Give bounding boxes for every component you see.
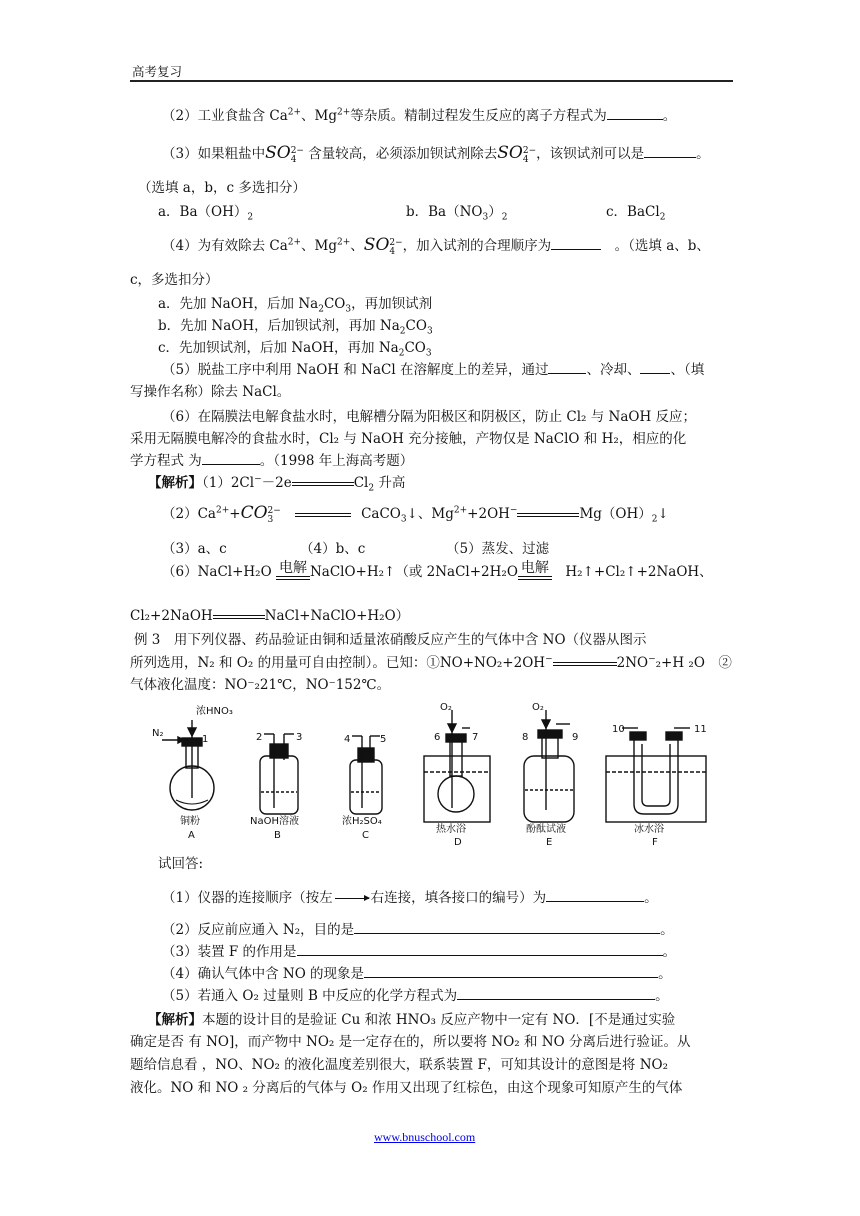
sub-question-5: （5）若通入 O₂ 过量则 B 中反应的化学方程式为 。 <box>162 988 669 1004</box>
analysis-2-line2: 确定是否 有 NO]，而产物中 NO₂ 是一定存在的，所以要将 NO₂ 和 NO 分离后进行验证。从 <box>130 1034 691 1050</box>
page-header: 高考复习 <box>132 64 183 79</box>
header-rule <box>130 80 733 82</box>
analysis-1-answer-6: （6）NaCl+H₂O 电解 NaClO+H₂↑（或 2NaCl+2H₂O 电解 H₂↑+Cl₂↑+2NaOH、 <box>162 560 713 580</box>
option-3a: a．$Ba(OH)_2$ <box>158 204 254 223</box>
question-3-hint: （选填 a，b，c 多选扣分） <box>138 180 306 196</box>
apparatus-b-bottle <box>260 734 298 814</box>
sub-question-1: （1）仪器的连接顺序（按左 右连接，填各接口的编号）为 。 <box>162 890 658 906</box>
svg-text:E: E <box>546 837 553 848</box>
svg-text:7: 7 <box>472 732 479 743</box>
svg-text:8: 8 <box>522 732 529 743</box>
question-6-line1: （6）在隔膜法电解食盐水时，电解槽分隔为阳极区和阴极区，防止 Cl₂ 与 NaOH 反应； <box>162 409 697 425</box>
svg-text:O₂: O₂ <box>440 702 452 713</box>
svg-text:C: C <box>362 830 369 841</box>
svg-text:D: D <box>454 837 462 848</box>
analysis-2-line1: 【解析】本题的设计目的是验证 Cu 和浓 HNO₃ 反应产物中一定有 NO．[不是通过实验 <box>148 1012 676 1028</box>
svg-text:冰水浴: 冰水浴 <box>634 824 664 835</box>
sub-question-4: （4）确认气体中含 NO 的现象是 。 <box>162 966 672 982</box>
question-4: （4）为有效除去 $Ca^{2+}$、$Mg^{2+}$、SO 2− 4 ，加入试剂的合理顺序为 。（选填 a、b、 <box>162 235 710 257</box>
analysis-1-line2: $(2)Ca^{2+}+CO$ 2− 3 CaCO$_3$↓、$Mg^{2+}+2OH^-$ $Mg(OH)_2↓$ <box>162 503 669 525</box>
questions-intro: 试回答: <box>158 856 204 872</box>
analysis-2-line4: 液化。NO 和 NO ₂ 分离后的气体与 O₂ 作用又出现了红棕色，由这个现象可知原产生的气体 <box>130 1080 683 1096</box>
question-5-line2: 写操作名称）除去 NaCl。 <box>130 384 291 400</box>
example-3-line1: 例 3 用下列仪器、药品验证由铜和适量浓硝酸反应产生的气体中含 NO（仪器从图示 <box>134 632 647 648</box>
option-3c: c．BaCl$_2$ <box>606 204 666 223</box>
question-3: （3）如果粗盐中SO 2− 4 含量较高，必须添加钡试剂除去SO 2− 4 ，该钡试剂可以是 。 <box>162 143 710 165</box>
svg-text:5: 5 <box>380 734 387 745</box>
apparatus-d-hot-bath <box>424 710 490 822</box>
sub-question-3: （3）装置 F 的作用是 。 <box>162 944 677 960</box>
svg-text:10: 10 <box>612 724 625 735</box>
question-5: （5）脱盐工序中利用 NaOH 和 NaCl 在溶解度上的差异，通过 、冷却、 、（填 <box>162 362 705 378</box>
question-6-line3: 学方程式 为 。（1998 年上海高考题） <box>130 453 414 469</box>
svg-text:O₂: O₂ <box>532 702 544 713</box>
svg-text:浓H₂SO₄: 浓H₂SO₄ <box>342 816 382 827</box>
example-3-line3: 气体液化温度：NO⁻₂21℃，NO⁻152℃。 <box>130 677 391 693</box>
svg-text:3: 3 <box>296 732 303 743</box>
apparatus-c-bottle <box>350 736 382 814</box>
question-2: （2）工业食盐含 $Ca^{2+}$、$Mg^{2+}$等杂质。精制过程发生反应的离子方程式为 。 <box>162 107 677 124</box>
svg-text:2: 2 <box>256 732 263 743</box>
footer-link[interactable]: www.bnuschool.com <box>374 1130 476 1144</box>
label-hno3: 浓HNO₃ <box>196 706 233 717</box>
svg-text:酚酞试液: 酚酞试液 <box>526 824 566 835</box>
svg-text:4: 4 <box>344 734 351 745</box>
svg-text:B: B <box>274 830 281 841</box>
analysis-1-answer-5: （5）蒸发、过滤 <box>446 541 550 557</box>
example-3-line2: 所列选用，N₂ 和 O₂ 的用量可自由控制）。已知：①NO+NO₂+2OH− 2NO−₂+H ₂O ② <box>130 654 732 671</box>
svg-text:热水浴: 热水浴 <box>436 824 466 835</box>
svg-text:6: 6 <box>434 732 441 743</box>
question-6-line2: 采用无隔膜电解冷的食盐水时，Cl₂ 与 NaOH 充分接触，产物仅是 NaClO 和 H₂，相应的化 <box>130 431 687 447</box>
analysis-1-line1: 【解析】（1）2Cl−－2e $Cl_2$ 升高 <box>148 474 406 494</box>
label-n2: N₂ <box>152 728 164 739</box>
svg-text:铜粉: 铜粉 <box>180 816 200 827</box>
svg-text:1: 1 <box>202 734 209 745</box>
analysis-2-line3: 题给信息看 ，NO、NO₂ 的液化温度差别很大，联系装置 F，可知其设计的意图是将 NO₂ <box>130 1057 668 1073</box>
svg-text:9: 9 <box>572 732 579 743</box>
sub-question-2: （2）反应前应通入 N₂，目的是 。 <box>162 922 674 938</box>
analysis-1-answer-4: （4）b、c <box>300 541 366 557</box>
option-3b: b．$Ba(NO_3)_2$ <box>406 204 508 223</box>
analysis-1-answer-3: （3）a、c <box>162 541 227 557</box>
apparatus-figure <box>140 700 720 848</box>
svg-text:NaOH溶液: NaOH溶液 <box>250 816 299 827</box>
analysis-1-answer-6-cont: Cl₂+2NaOH NaCl+NaClO+H₂O） <box>130 608 410 624</box>
option-4c: c．先加钡试剂，后加 NaOH，再加 $Na_2CO_3$ <box>158 340 432 359</box>
svg-text:11: 11 <box>694 724 707 735</box>
svg-text:A: A <box>188 830 195 841</box>
option-4a: a．先加 NaOH，后加 $Na_2CO_3$，再加钡试剂 <box>158 296 433 315</box>
apparatus-e-flask <box>524 710 574 822</box>
svg-text:F: F <box>652 837 658 848</box>
option-4b: b．先加 NaOH，后加钡试剂，再加 $Na_2CO_3$ <box>158 318 433 337</box>
apparatus-f-ice-bath <box>606 728 706 822</box>
question-4-hint: c，多选扣分） <box>130 272 219 288</box>
